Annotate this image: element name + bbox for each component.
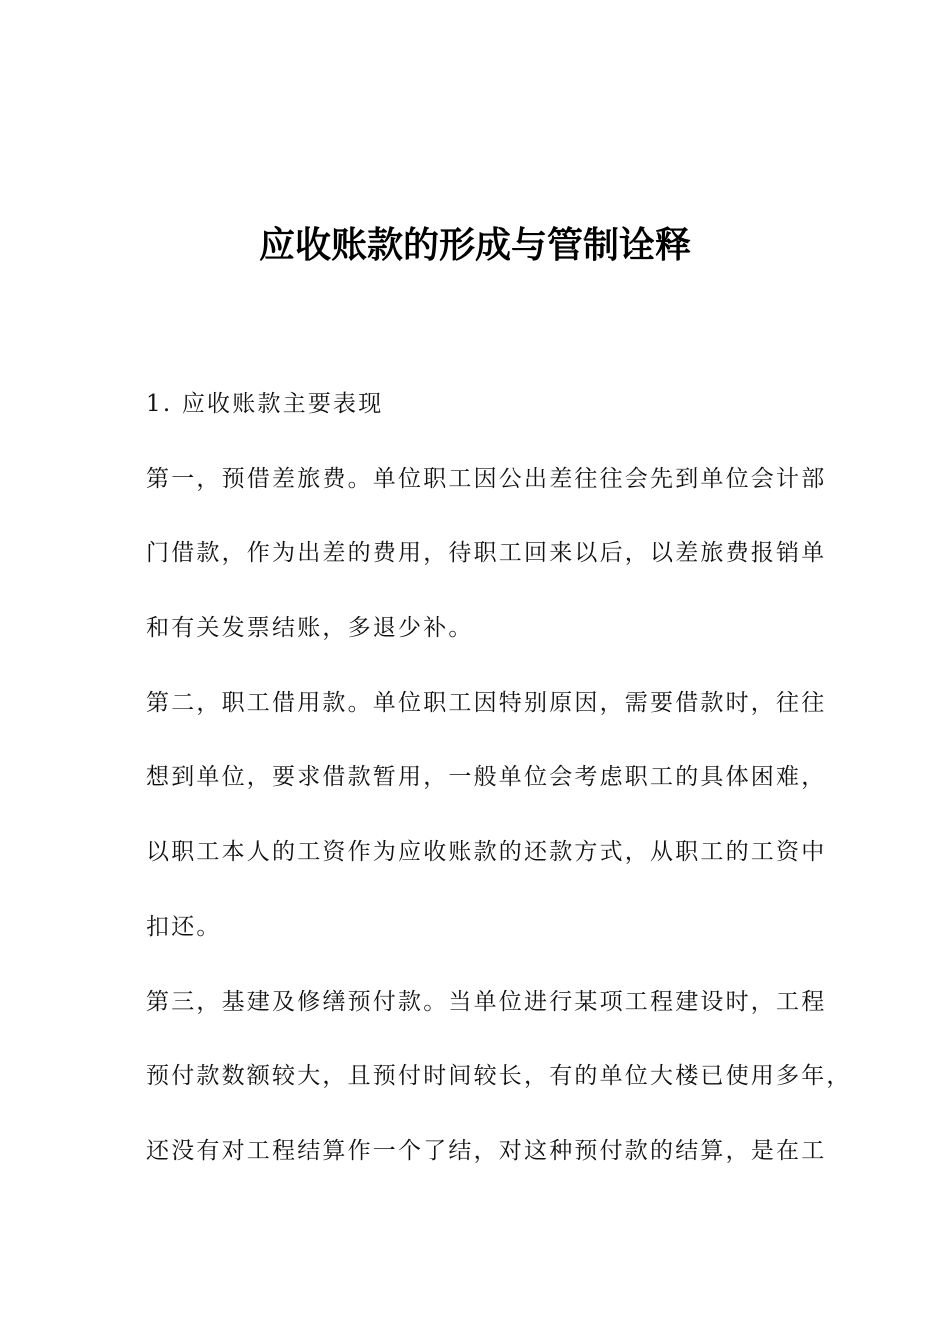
paragraph-line: 和有关发票结账，多退少补。 — [146, 615, 474, 642]
paragraph-line: 还没有对工程结算作一个了结，对这种预付款的结算，是在工 — [146, 1137, 827, 1164]
paragraph-line: 第二，职工借用款。单位职工因特别原因，需要借款时，往往 — [146, 689, 827, 716]
paragraph-line: 第三，基建及修缮预付款。当单位进行某项工程建设时，工程 — [146, 988, 827, 1015]
paragraph-line: 以职工本人的工资作为应收账款的还款方式，从职工的工资中 — [146, 839, 827, 866]
paragraph-line: 预付款数额较大，且预付时间较长，有的单位大楼已使用多年， — [146, 1063, 852, 1090]
document-title: 应收账款的形成与管制诠释 — [258, 225, 691, 266]
paragraph-line: 扣还。 — [146, 913, 222, 940]
paragraph-line: 门借款，作为出差的费用，待职工回来以后，以差旅费报销单 — [146, 540, 827, 567]
paragraph-line: 想到单位，要求借款暂用，一般单位会考虑职工的具体困难， — [146, 764, 827, 791]
document-body — [146, 382, 852, 1204]
paragraph-line: 第一，预借差旅费。单位职工因公出差往往会先到单位会计部 — [146, 465, 827, 492]
section-heading: 1. 应收账款主要表现 — [146, 391, 384, 417]
